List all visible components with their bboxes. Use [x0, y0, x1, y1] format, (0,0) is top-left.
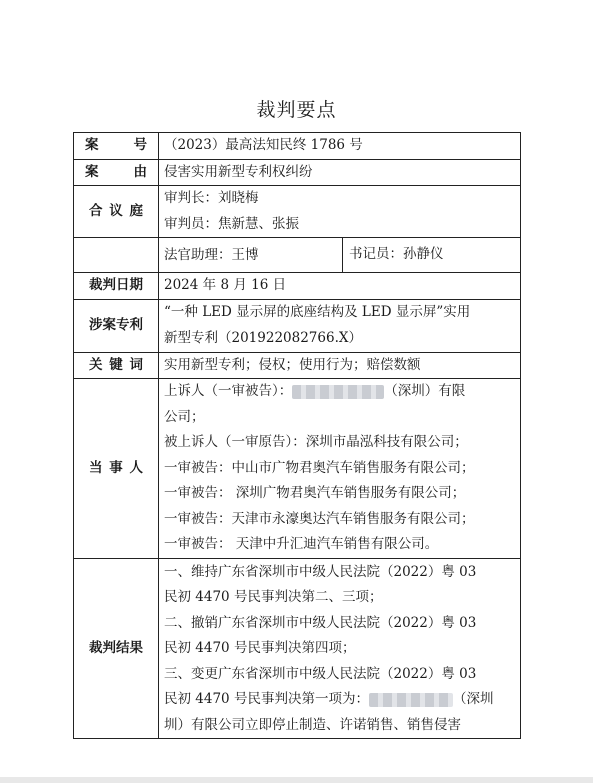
value-panel [159, 186, 521, 238]
court-clerk: 书记员：孙静仪 [349, 246, 444, 263]
judge-assistant: 法官助理：王博 [159, 238, 343, 272]
value-parties: 上诉人（一审被告）： （深圳）有限 公司； 被上诉人（一审原告）：深圳市晶泓科技有限公司； 一审被告：中山市广物君奥汽车销售服务有限公司； 一审被告： 深圳广物君奥汽车销售服务有限公司； 一审被告：天津市永濠奥达汽车销售服务有限公司； 一审被告： 天津中升汇迪汽车销售有限公司。 [159, 379, 521, 559]
row-date [74, 273, 521, 300]
value-case-number: （2023）最高法知民终 1786 号 [159, 133, 521, 160]
row-parties [74, 379, 521, 559]
party-defendant-2: 一审被告： 深圳广物君奥汽车销售服务有限公司； [164, 485, 466, 501]
label-panel: 合 议 庭 [74, 186, 159, 238]
party-defendant-3: 一审被告：天津市永濠奥达汽车销售服务有限公司； [164, 510, 475, 527]
label-keywords: 关 键 词 [74, 352, 159, 379]
row-patent [74, 299, 521, 352]
redacted-name [292, 385, 384, 399]
judges: 审判员：焦新慧、张振 [164, 215, 299, 232]
label-cause: 案 由 [74, 159, 159, 186]
value-patent: “一种 LED 显示屏的底座结构及 LED 显示屏”实用 新型专利（201922082766.X） [159, 299, 521, 352]
label-case-number: 案 号 [74, 133, 159, 160]
party-defendant-1: 一审被告：中山市广物君奥汽车销售服务有限公司； [164, 459, 475, 476]
value-keywords: 实用新型专利；侵权；使用行为；赔偿数额 [159, 352, 521, 379]
page-bottom-edge [0, 777, 593, 783]
value-assistants [159, 238, 521, 273]
row-case-number [74, 133, 521, 160]
label-parties: 当 事 人 [74, 379, 159, 559]
party-appellee: 被上诉人（一审原告）：深圳市晶泓科技有限公司； [164, 434, 468, 450]
label-date: 裁判日期 [74, 273, 159, 300]
row-panel [74, 186, 521, 238]
redacted-name [369, 693, 453, 707]
label-result: 裁判结果 [74, 558, 159, 739]
label-empty [74, 238, 159, 273]
label-patent: 涉案专利 [74, 299, 159, 352]
row-cause [74, 159, 521, 186]
row-result [74, 558, 521, 739]
party-defendant-4: 一审被告： 天津中升汇迪汽车销售有限公司。 [164, 536, 439, 552]
page-title: 裁判要点 [256, 99, 337, 121]
value-result: 一、维持广东省深圳市中级人民法院（2022）粤 03 民初 4470 号民事判决第二、三项； 二、撤销广东省深圳市中级人民法院（2022）粤 03 民初 4470 号民事判决第四项； 三、变更广东省深圳市中级人民法院（2022）粤 03 民初 4470 号民事判决第一项为： （深圳 圳）有限公司立即停止制造、许诺销售、销售侵害 [159, 558, 521, 739]
row-assistants [74, 238, 521, 273]
party-appellant: 上诉人（一审被告）： （深圳）有限 [164, 383, 466, 399]
case-summary-table [73, 132, 521, 739]
presiding-judge: 审判长：刘晓梅 [164, 190, 259, 206]
value-cause: 侵害实用新型专利权纠纷 [159, 159, 521, 186]
value-date: 2024 年 8 月 16 日 [159, 273, 521, 300]
row-keywords [74, 352, 521, 379]
